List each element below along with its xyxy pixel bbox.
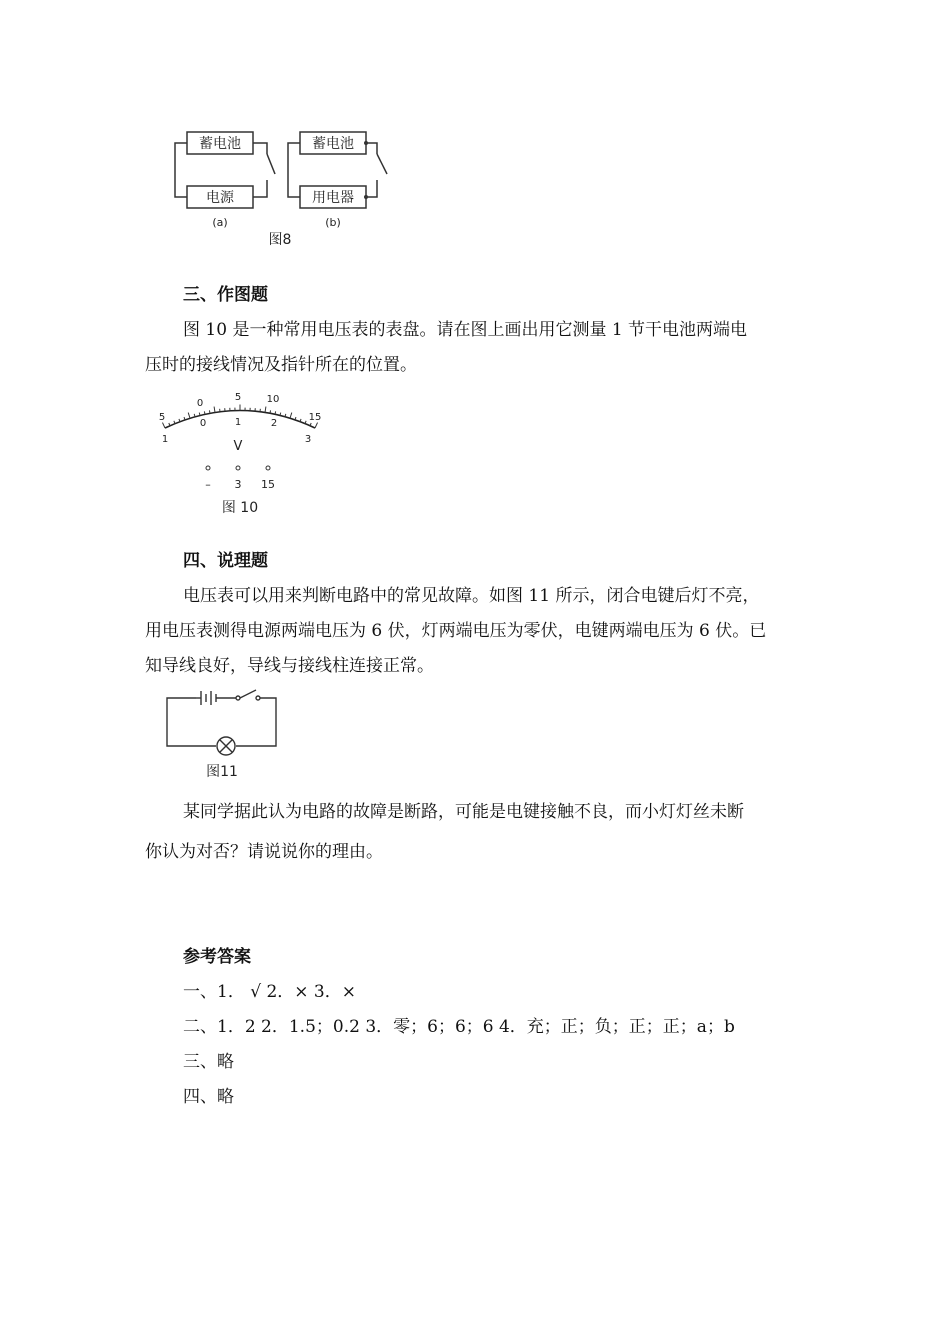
section-4-heading: 四、说理题 <box>183 551 268 571</box>
section-4-para-line3: 知导线良好，导线与接线柱连接正常。 <box>145 656 434 676</box>
upper-scale-label: 10 <box>266 394 280 405</box>
terminal-dot <box>206 466 210 470</box>
fig8a-top-label: 蓄电池 <box>199 136 241 152</box>
dial-tick <box>188 413 190 419</box>
dial-tick <box>315 423 318 428</box>
switch-blade <box>240 690 256 698</box>
upper-scale-label: 5 <box>158 412 166 423</box>
fig8a-sub-label: (a) <box>212 216 228 229</box>
fig8b-sub-label: (b) <box>325 216 341 229</box>
section-4-para-line1: 电压表可以用来判断电路中的常见故障。如图 11 所示，闭合电键后灯不亮， <box>183 586 760 606</box>
dial-tick <box>265 407 266 413</box>
fig8-caption: 图8 <box>268 232 292 248</box>
fig10-caption: 图 10 <box>221 500 259 516</box>
dial-tick <box>204 411 205 414</box>
figure-10-voltmeter <box>150 388 340 520</box>
fig8b-bottom-label: 用电器 <box>312 190 354 206</box>
lower-scale-label: 0 <box>199 418 207 429</box>
section-3-heading: 三、作图题 <box>183 285 268 305</box>
fig11-caption: 图11 <box>206 764 238 780</box>
section-4-question-line1: 某同学据此认为电路的故障是断路，可能是电键接触不良，而小灯灯丝未断 <box>183 802 744 822</box>
dial-tick <box>290 413 292 419</box>
wire-left <box>167 698 216 746</box>
dial-tick <box>270 410 271 413</box>
section-3-para-line2: 压时的接线情况及指针所在的位置。 <box>145 355 417 375</box>
section-3-para-line1: 图 10 是一种常用电压表的表盘。请在图上画出用它测量 1 节干电池两端电 <box>183 320 748 340</box>
switch-lever-b <box>377 154 387 174</box>
fig8a-bottom-label: 电源 <box>206 190 234 206</box>
upper-scale-label: 5 <box>234 392 242 403</box>
dial-tick <box>162 423 165 428</box>
upper-scale-label: 15 <box>308 412 322 423</box>
wire-right <box>236 698 276 746</box>
dial-tick <box>199 413 200 416</box>
dial-tick <box>275 411 276 414</box>
lower-scale-label: 2 <box>270 418 278 429</box>
switch-lever-a <box>267 154 275 174</box>
terminal-label: 3 <box>234 478 242 491</box>
answers-line2: 二、1．2 2．1.5；0.2 3．零；6；6；6 4．充；正；负；正；正；a；b <box>183 1017 735 1037</box>
lower-scale-label: 1 <box>161 434 169 445</box>
answers-line3: 三、略 <box>183 1052 234 1072</box>
unit-label: V <box>233 439 243 454</box>
answers-line4: 四、略 <box>183 1087 234 1107</box>
answers-line1: 一、1． √ 2．× 3．× <box>183 982 356 1002</box>
dial-tick <box>280 413 281 416</box>
section-4-para-line2: 用电压表测得电源两端电压为 6 伏，灯两端电压为零伏，电键两端电压为 6 伏。已 <box>145 621 767 641</box>
section-4-question-line2: 你认为对否？请说说你的理由。 <box>145 842 383 862</box>
terminal-dot <box>236 466 240 470</box>
terminal-label: – <box>205 478 211 491</box>
dial-tick <box>209 410 210 413</box>
figure-11-circuit <box>160 686 290 782</box>
figure-8 <box>165 122 405 252</box>
lower-scale-label: 3 <box>304 434 312 445</box>
fig8b-top-label: 蓄电池 <box>312 136 354 152</box>
answers-heading: 参考答案 <box>183 947 251 967</box>
upper-scale-label: 0 <box>196 398 204 409</box>
lower-scale-label: 1 <box>234 417 242 428</box>
dial-tick <box>214 407 215 413</box>
terminal-dot <box>266 466 270 470</box>
terminal-label: 15 <box>261 478 275 491</box>
